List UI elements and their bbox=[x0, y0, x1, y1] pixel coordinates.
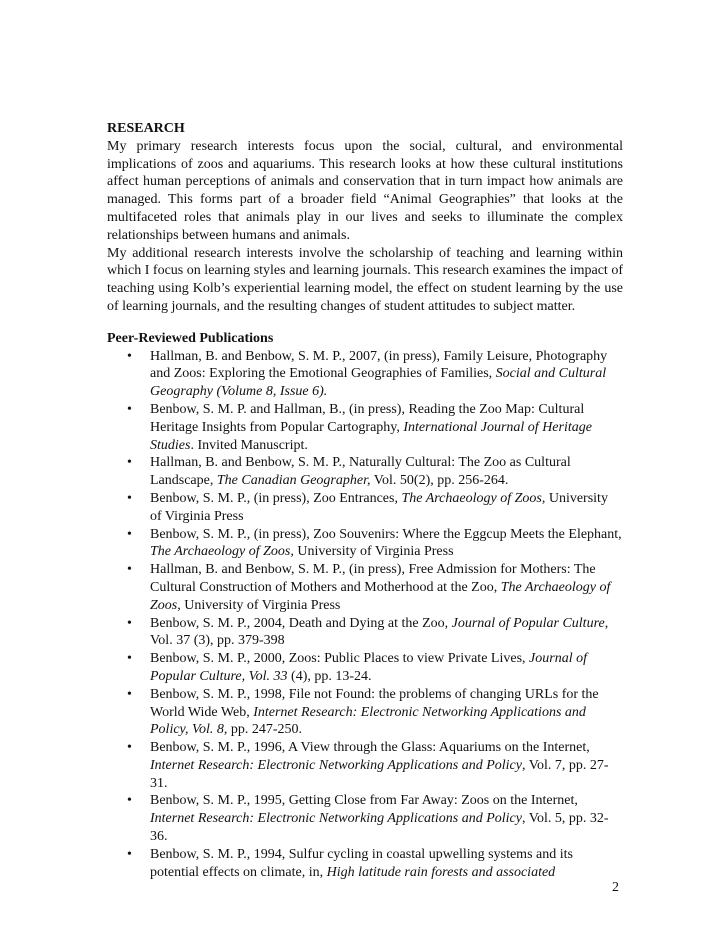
list-item: • Hallman, B. and Benbow, S. M. P., (in press), Free Admission for Mothers: The Cultural Construction of Mothers and Motherhood at the Zoo, The Archaeology of Zoos, University of Virginia Press bbox=[127, 562, 611, 613]
bullet-icon: • bbox=[127, 846, 132, 862]
list-item: • Benbow, S. M. P., 2000, Zoos: Public Places to view Private Lives, Journal of Popular Culture, Vol. 33 (4), pp. 13-24. bbox=[127, 651, 587, 684]
page-content bbox=[107, 120, 623, 881]
bullet-icon: • bbox=[127, 490, 132, 506]
list-item: • Benbow, S. M. P., 1996, A View through the Glass: Aquariums on the Internet, Internet Research: Electronic Networking Applications and Policy, Vol. 7, pp. 27-31. bbox=[127, 740, 609, 791]
list-item: • Benbow, S. M. P., (in press), Zoo Souvenirs: Where the Eggcup Meets the Elephant, The Archaeology of Zoos, University of Virginia Press bbox=[127, 526, 622, 560]
research-paragraph-1: My primary research interests focus upon the social, cultural, and environmental implications of zoos and aquariums. This research looks at how these cultural institutions affect human perceptions of animals and conservation that in turn impact how animals are managed. This forms part of a broader field “Animal Geographies” that looks at the multifaceted roles that animals play in our lives and seeks to illuminate the complex relationships between humans and animals. bbox=[107, 138, 623, 243]
list-item: • Benbow, S. M. P., 1995, Getting Close from Far Away: Zoos on the Internet, Internet Research: Electronic Networking Applications and Policy, Vol. 5, pp. 32-36. bbox=[127, 793, 609, 845]
list-item: • Benbow, S. M. P. and Hallman, B., (in press), Reading the Zoo Map: Cultural Heritage Insights from Popular Cartography, International Journal of Heritage Studies. Invited Manuscript. bbox=[127, 401, 592, 453]
bullet-icon: • bbox=[127, 401, 132, 417]
bullet-icon: • bbox=[127, 651, 132, 667]
bullet-icon: • bbox=[127, 526, 132, 542]
publications-heading: Peer-Reviewed Publications bbox=[107, 330, 274, 346]
list-item: • Benbow, S. M. P., 1994, Sulfur cycling in coastal upwelling systems and its potential effects on climate, in, High latitude rain forests and associated bbox=[127, 846, 573, 880]
research-paragraph-2: My additional research interests involve the scholarship of teaching and learning within which I focus on learning styles and learning journals. This research examines the impact of teaching using Kolb’s experiential learning model, the effect on student learning by the use of learning journals, and the resulting changes of student attitudes to subject matter. bbox=[107, 245, 623, 314]
bullet-icon: • bbox=[127, 793, 132, 809]
bullet-icon: • bbox=[127, 455, 132, 471]
bullet-icon: • bbox=[127, 740, 132, 756]
section-gap bbox=[107, 316, 623, 330]
bullet-icon: • bbox=[127, 348, 132, 364]
research-heading: RESEARCH bbox=[107, 121, 185, 136]
publications-list bbox=[107, 348, 623, 882]
bullet-icon: • bbox=[127, 615, 132, 631]
bullet-icon: • bbox=[127, 562, 132, 578]
list-item: • Benbow, S. M. P., 2004, Death and Dying at the Zoo, Journal of Popular Culture, Vol. 37 (3), pp. 379-398 bbox=[127, 615, 609, 649]
bullet-icon: • bbox=[127, 686, 132, 702]
list-item: • Benbow, S. M. P., (in press), Zoo Entrances, The Archaeology of Zoos, University of Virginia Press bbox=[127, 490, 608, 524]
page-number: 2 bbox=[612, 880, 619, 895]
list-item: • Benbow, S. M. P., 1998, File not Found: the problems of changing URLs for the World Wide Web, Internet Research: Electronic Networking Applications and Policy, Vol. 8, pp. 247-250. bbox=[127, 686, 599, 738]
list-item: • Hallman, B. and Benbow, S. M. P., 2007, (in press), Family Leisure, Photography and Zoos: Exploring the Emotional Geographies of Families, Social and Cultural Geography (Volume 8, Issue 6). bbox=[127, 348, 608, 400]
list-item: • Hallman, B. and Benbow, S. M. P., Naturally Cultural: The Zoo as Cultural Landscape, The Canadian Geographer, Vol. 50(2), pp. 256-264. bbox=[127, 455, 571, 489]
